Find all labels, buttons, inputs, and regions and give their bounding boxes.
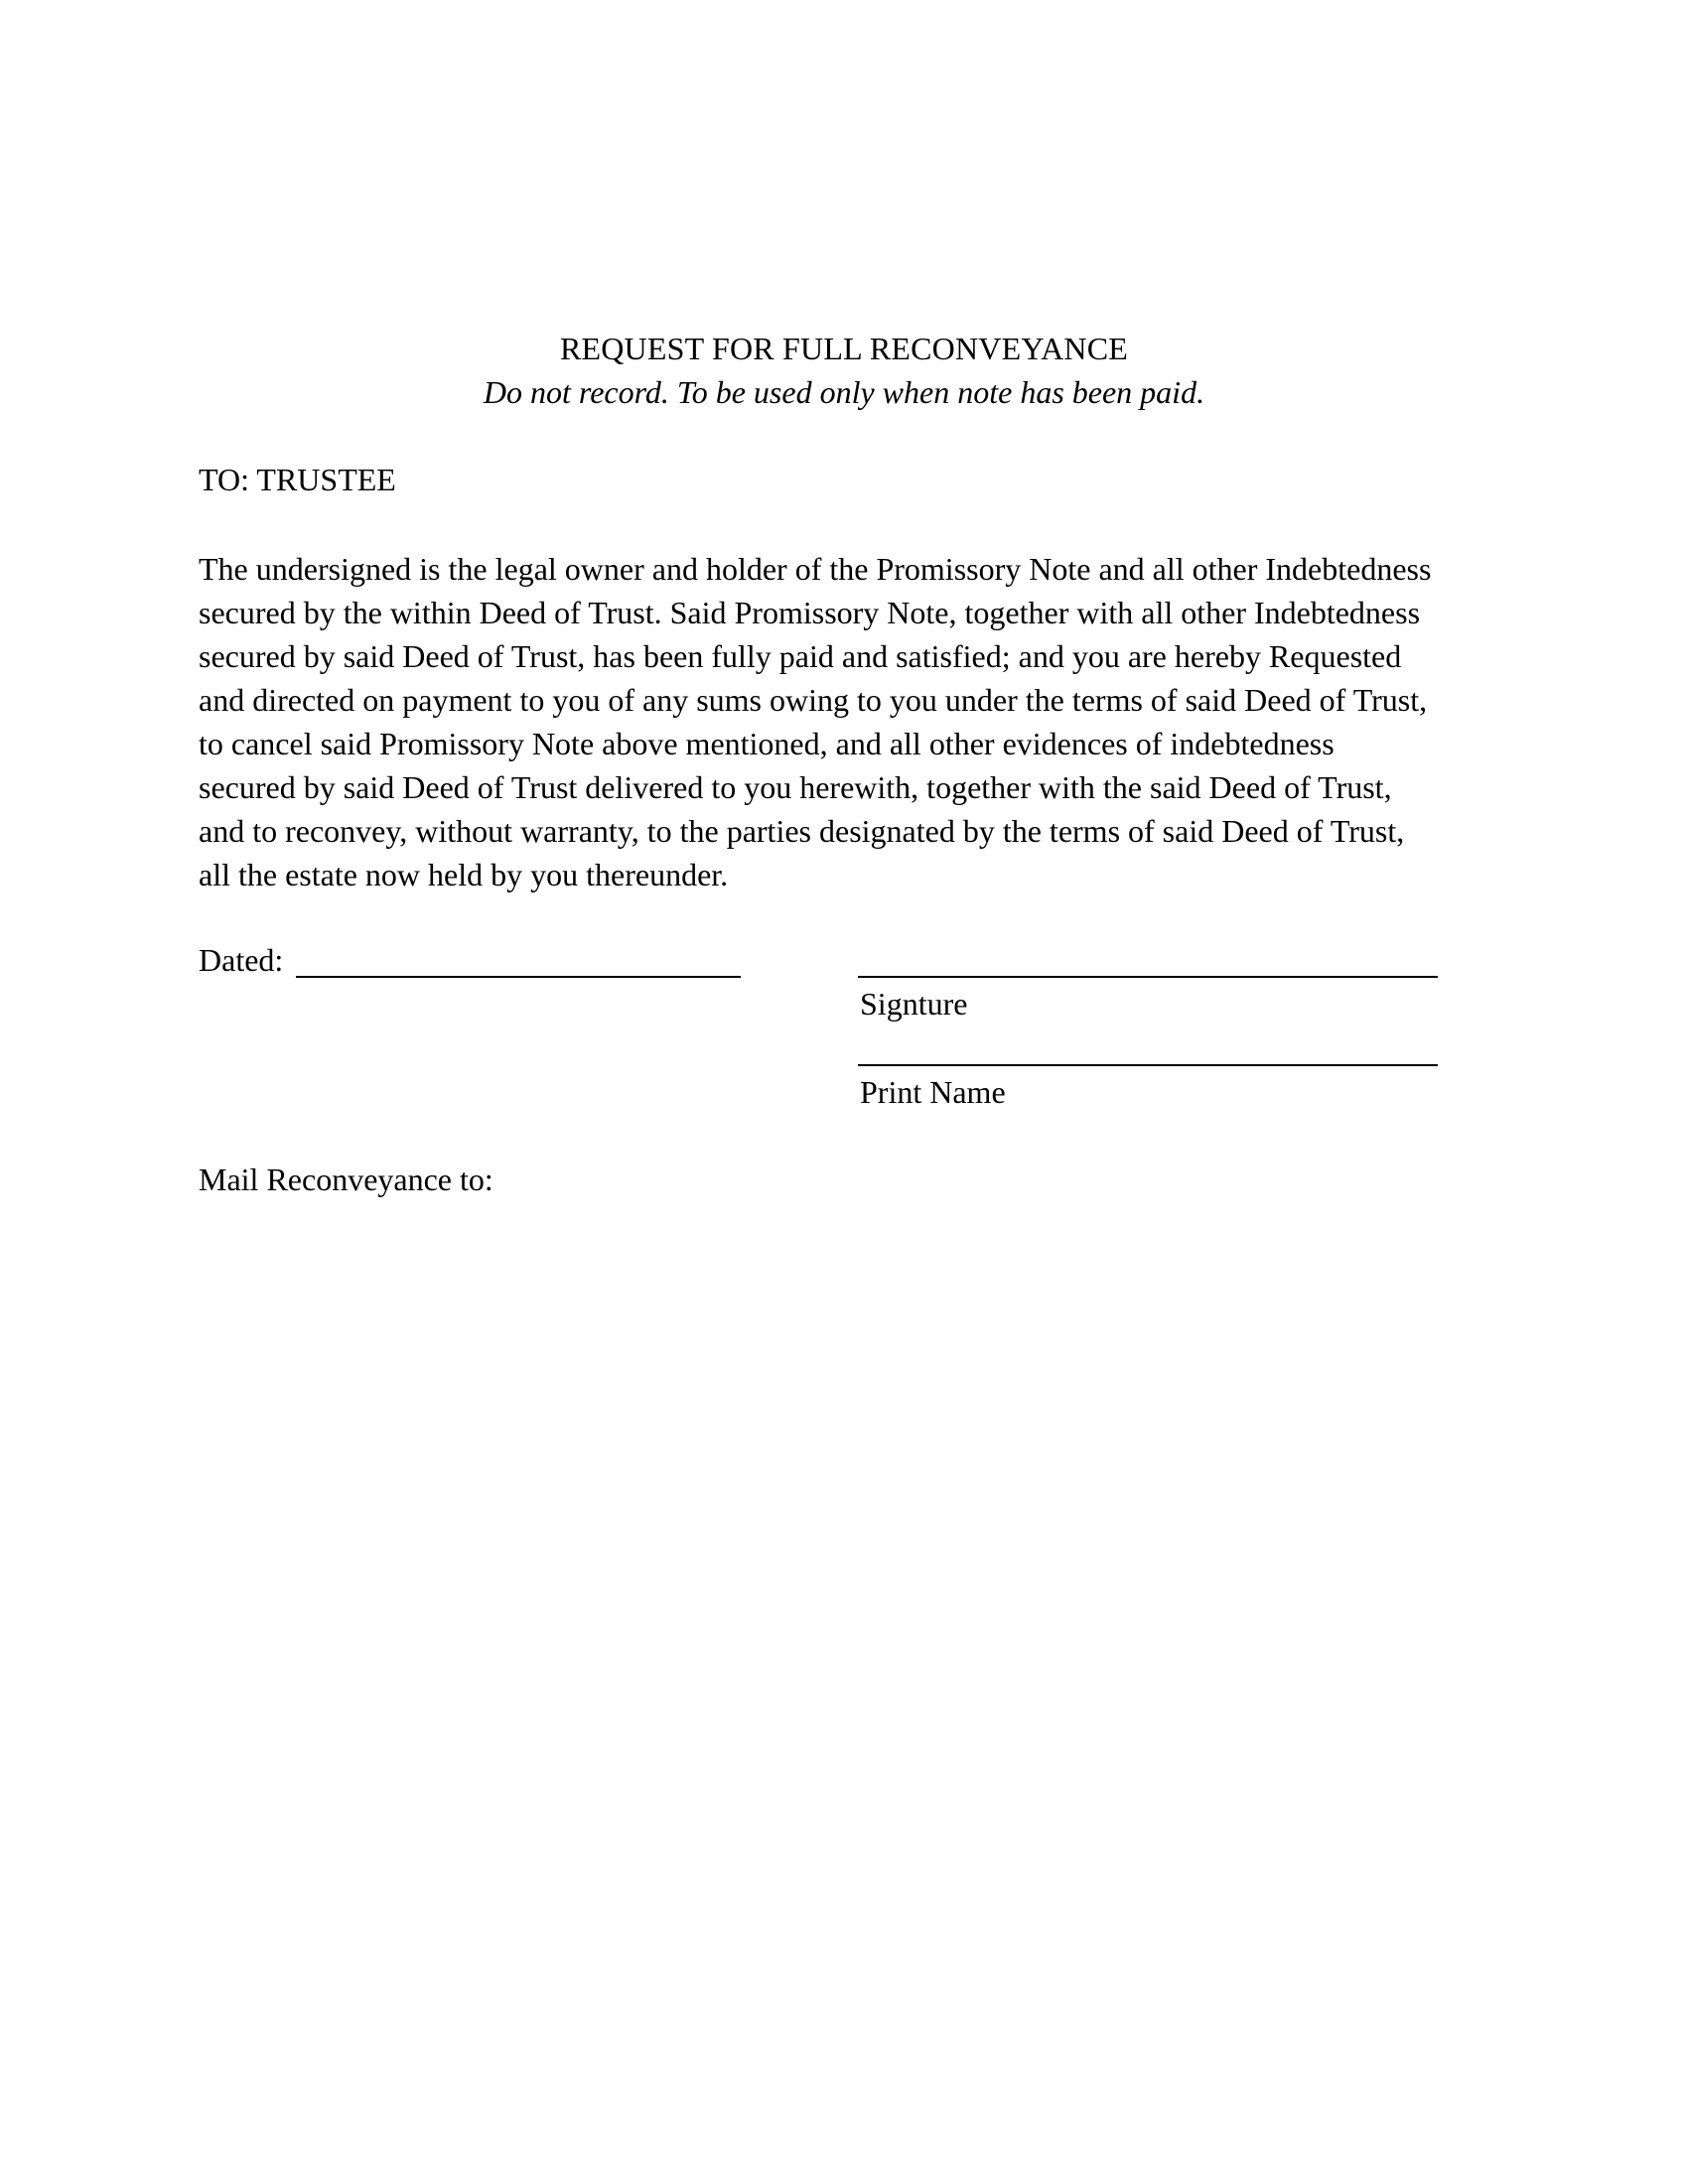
signature-label: Signture: [860, 986, 968, 1022]
signature-blank-line[interactable]: [858, 976, 1438, 978]
body-line: all the estate now held by you thereunder.: [199, 857, 729, 892]
body-paragraph: [199, 547, 1499, 896]
print-name-label: Print Name: [860, 1074, 1006, 1110]
mail-reconveyance-label: Mail Reconveyance to:: [199, 1161, 493, 1197]
dated-blank-line[interactable]: [296, 976, 741, 978]
document-subtitle: Do not record. To be used only when note has been paid.: [483, 374, 1205, 410]
body-line: secured by said Deed of Trust, has been fully paid and satisfied; and you are hereby Requested: [199, 638, 1402, 674]
body-line: The undersigned is the legal owner and holder of the Promissory Note and all other Indebtedness: [199, 551, 1432, 587]
addressee-line: TO: TRUSTEE: [199, 462, 396, 497]
body-line: secured by said Deed of Trust delivered to you herewith, together with the said Deed of Trust,: [199, 769, 1392, 805]
body-line: to cancel said Promissory Note above mentioned, and all other evidences of indebtedness: [199, 726, 1335, 761]
dated-label: Dated:: [199, 942, 284, 978]
body-line: and to reconvey, without warranty, to the parties designated by the terms of said Deed of Trust,: [199, 813, 1405, 849]
body-line: secured by the within Deed of Trust. Said Promissory Note, together with all other Indebtedness: [199, 595, 1421, 630]
document-title: REQUEST FOR FULL RECONVEYANCE: [559, 331, 1129, 366]
print-name-blank-line[interactable]: [858, 1064, 1438, 1066]
body-line: and directed on payment to you of any sums owing to you under the terms of said Deed of Trust,: [199, 682, 1428, 718]
